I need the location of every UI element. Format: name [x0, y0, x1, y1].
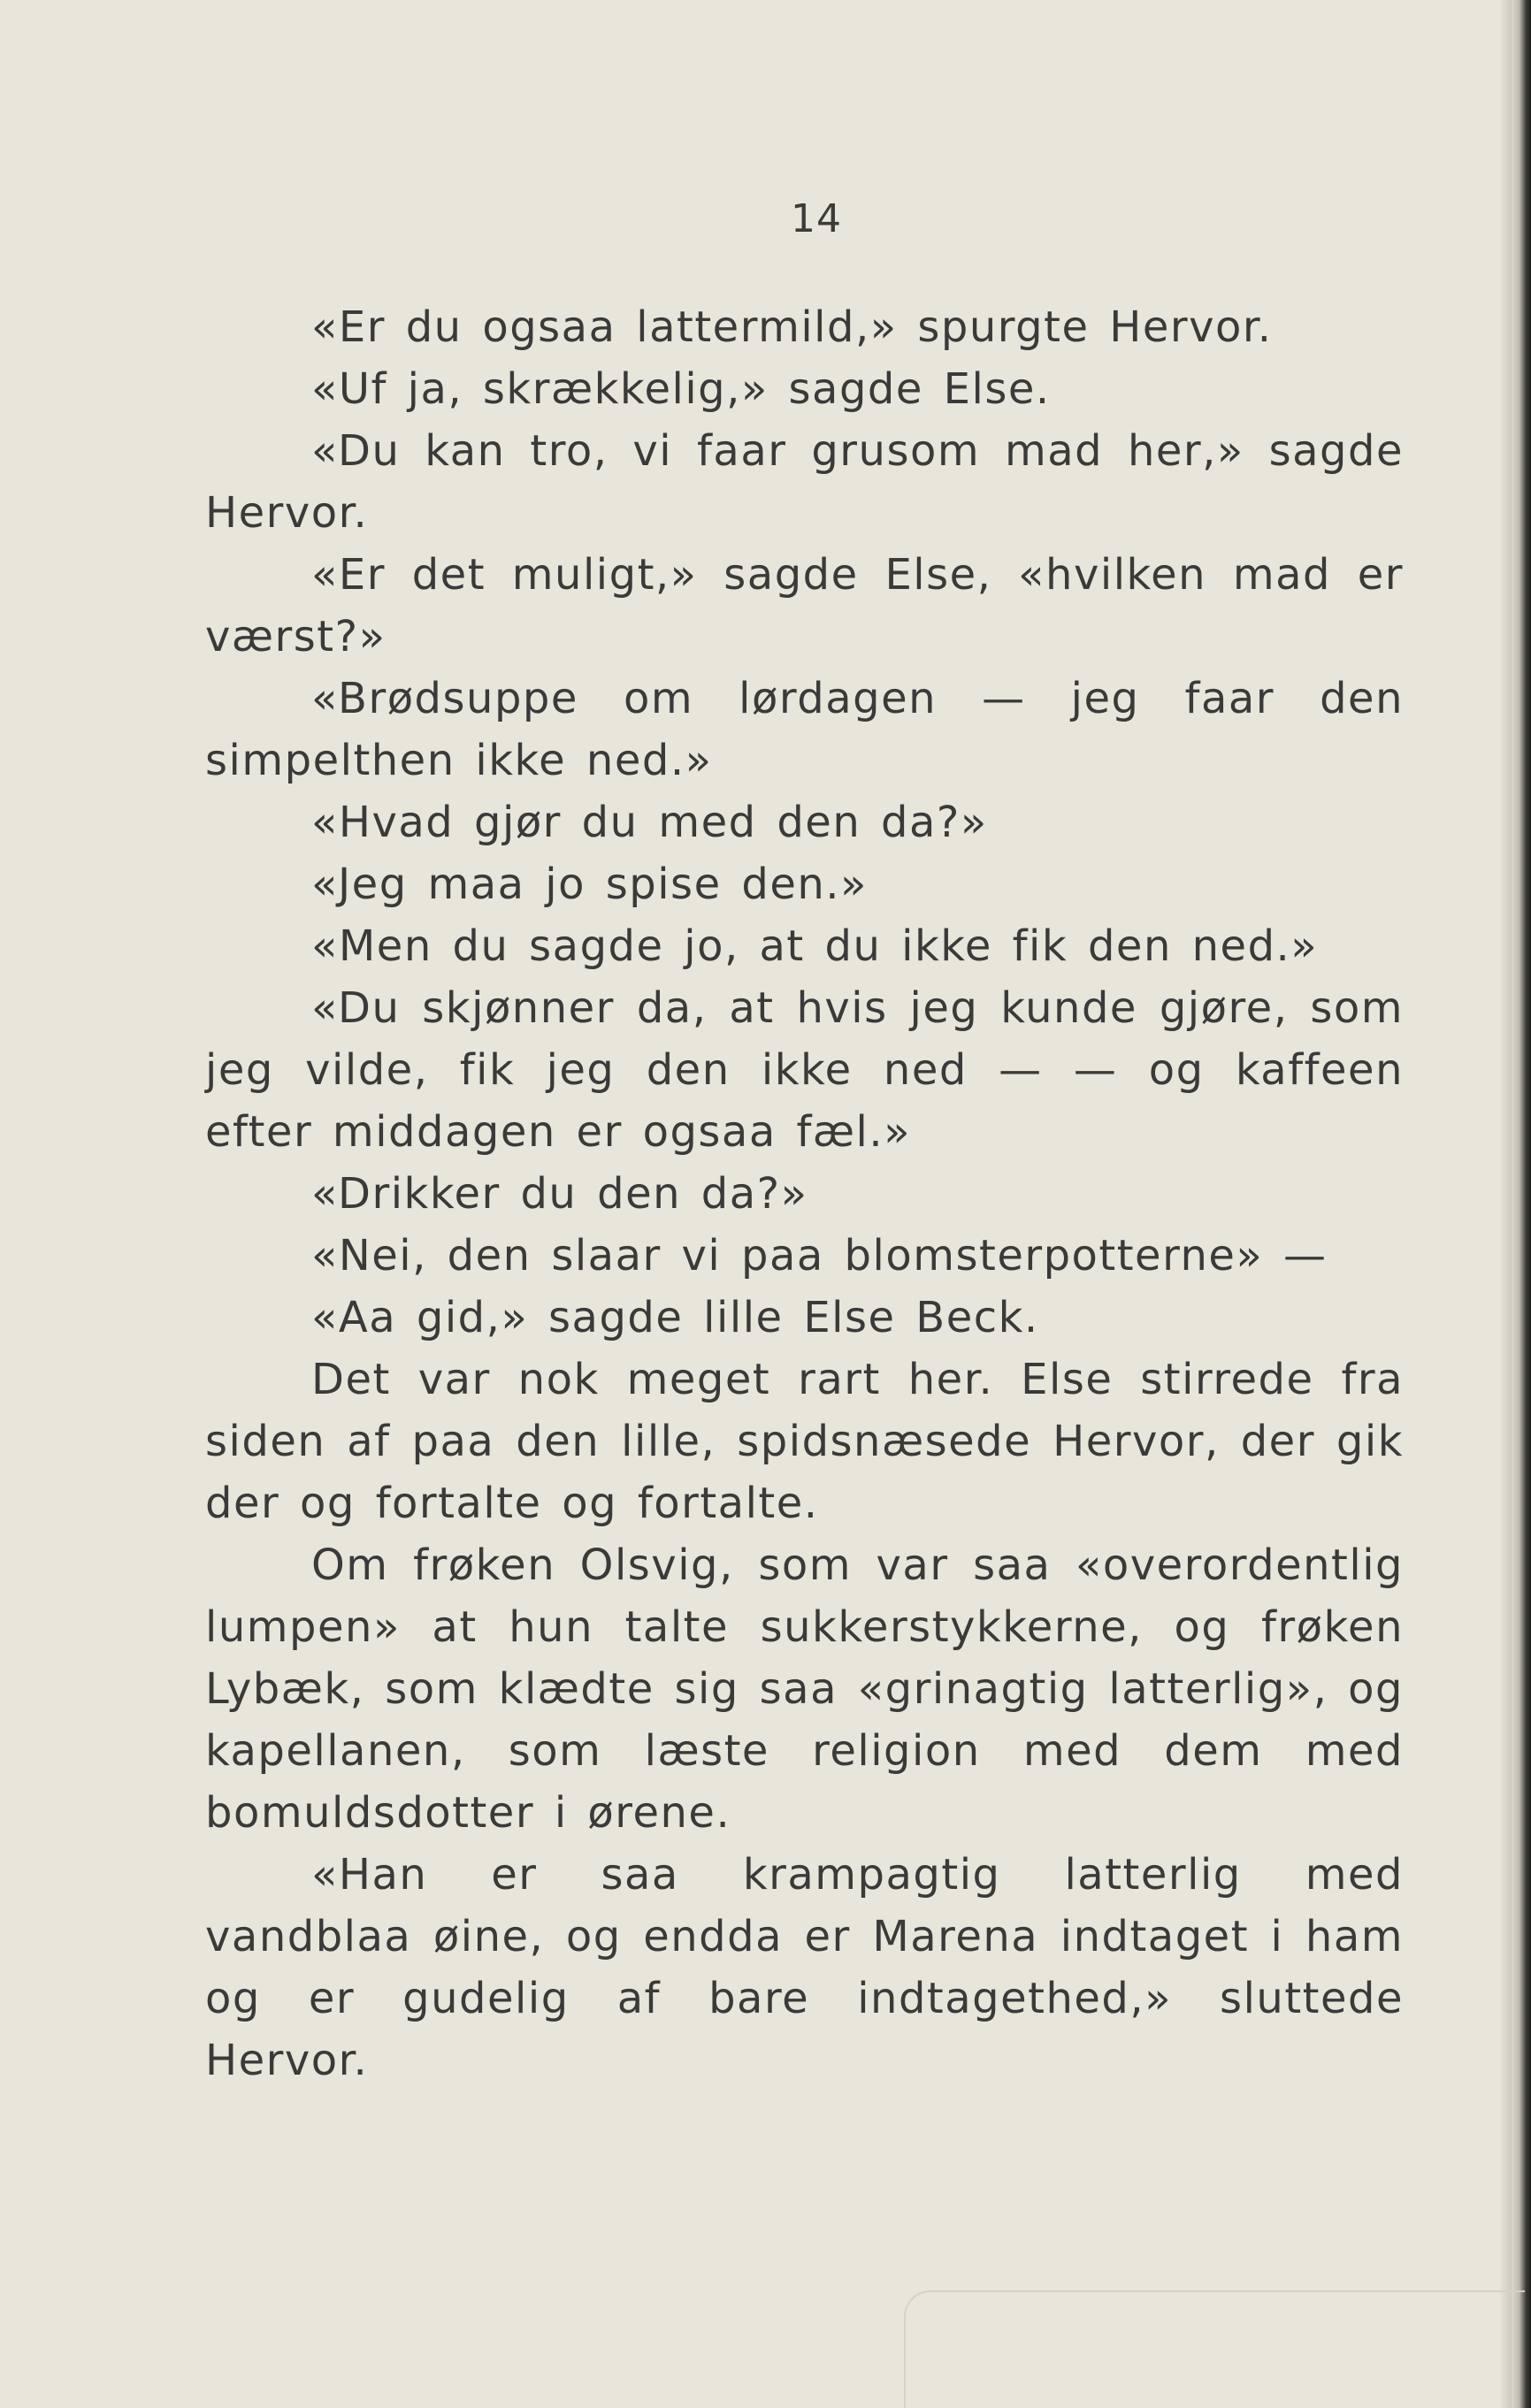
- paragraph: «Er du ogsaa lattermild,» spurgte Hervor.: [311, 302, 1273, 352]
- paragraph: «Men du sagde jo, at du ikke fik den ned.»: [311, 921, 1319, 971]
- paragraph: «Er det muligt,» sagde Else, «hvilken mad er værst?»: [205, 550, 1404, 661]
- paragraph: Om frøken Olsvig, som var saa «overordentlig lumpen» at hun talte sukkerstykkerne, og frøken Lybæk, som klædte sig saa «grinagtig latterlig», og kapellanen, som læste religion med dem med bomuldsdotter i ørene.: [205, 1540, 1404, 1838]
- paragraph: «Du skjønner da, at hvis jeg kunde gjøre, som jeg vilde, fik jeg den ikke ned — — og kaffeen efter middagen er ogsaa fæl.»: [205, 983, 1404, 1157]
- paragraph: «Jeg maa jo spise den.»: [311, 860, 868, 909]
- paragraph: «Han er saa krampagtig latterlig med vandblaa øine, og endda er Marena indtaget i ham og er gudelig af bare indtagethed,» sluttede Hervor.: [205, 1850, 1404, 2085]
- page-edge-shadow: [1499, 0, 1512, 2408]
- body-text: [205, 296, 1404, 2091]
- page-edge: [1512, 0, 1531, 2408]
- paragraph: Det var nok meget rart her. Else stirrede fra siden af paa den lille, spidsnæsede Hervor, der gik der og fortalte og fortalte.: [205, 1355, 1404, 1528]
- paragraph: «Du kan tro, vi faar grusom mad her,» sagde Hervor.: [205, 426, 1404, 538]
- page-number: 14: [791, 196, 842, 241]
- paragraph: «Brødsuppe om lørdagen — jeg faar den simpelthen ikke ned.»: [205, 674, 1404, 785]
- paragraph: «Nei, den slaar vi paa blomsterpotterne» —: [311, 1231, 1328, 1280]
- paragraph: «Drikker du den da?»: [311, 1169, 808, 1219]
- paragraph: «Aa gid,» sagde lille Else Beck.: [311, 1293, 1039, 1342]
- faint-library-stamp: [904, 2290, 1525, 2408]
- paragraph: «Hvad gjør du med den da?»: [311, 798, 988, 847]
- paragraph: «Uf ja, skrækkelig,» sagde Else.: [311, 364, 1051, 414]
